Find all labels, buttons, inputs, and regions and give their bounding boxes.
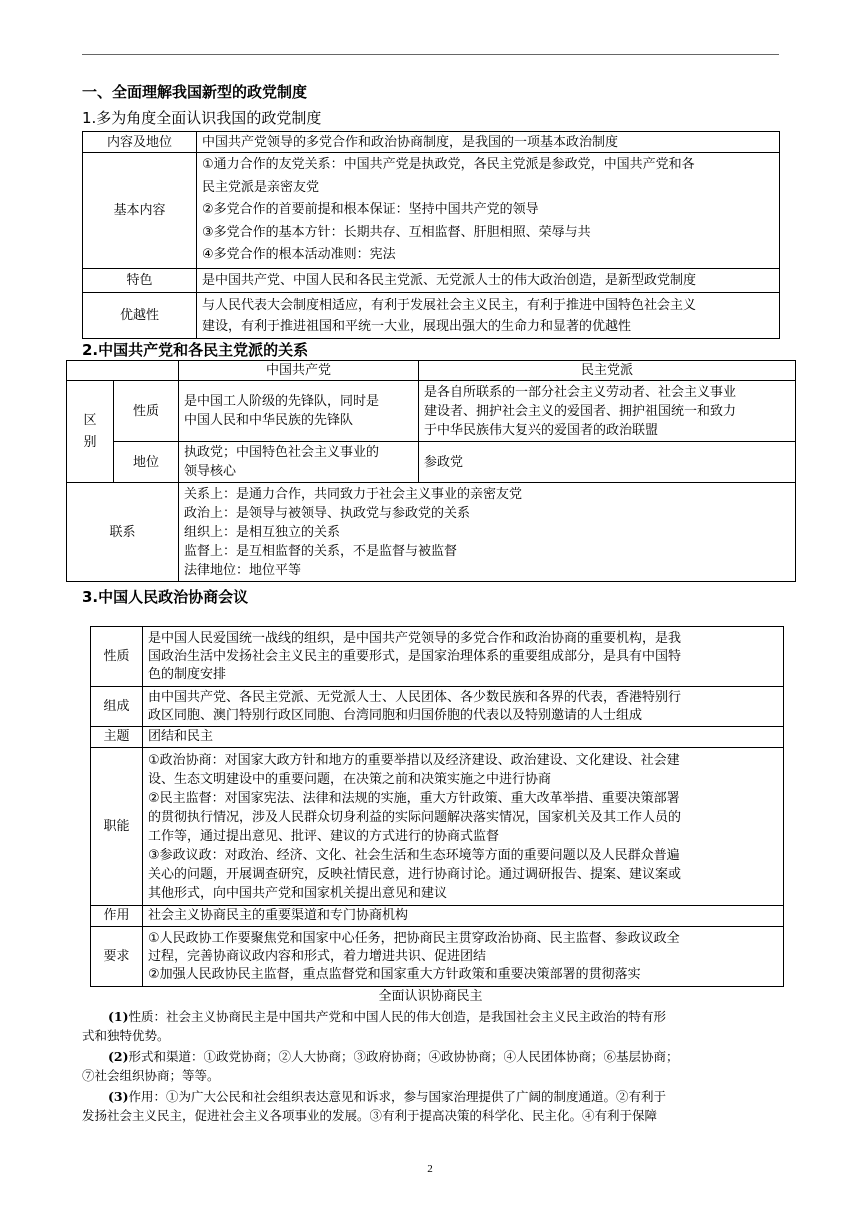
header-rule [82,54,779,55]
row-content: 是中国人民爱国统一战线的组织，是中国共产党领导的多党合作和政治协商的重要机构，是我 国政治生活中发扬社会主义民主的重要形式，是国家治理体系的重要组成部分，是具有中国特 色的制度安排 [143,627,784,687]
row-label: 基本内容 [83,153,197,269]
row-label: 性质 [91,627,143,687]
dem-status: 参政党 [419,442,796,483]
table-row [67,483,796,582]
table-row [83,269,780,293]
section1-title: 1.多为角度全面认识我国的政党制度 [82,109,322,127]
party-system-table [82,131,780,339]
row-content: ①通力合作的友党关系：中国共产党是执政党，各民主党派是参政党，中国共产党和各 民主党派是亲密友党 ②多党合作的首要前提和根本保证：坚持中国共产党的领导 ③多党合作的基本方针：长期共存、互相监督、肝胆相照、荣辱与共 ④多党合作的根本活动准则：宪法 [197,153,780,269]
row-content: 由中国共产党、各民主党派、无党派人士、人民团体、各少数民族和各界的代表，香港特别行 政区同胞、澳门特别行政区同胞、台湾同胞和归国侨胞的代表以及特别邀请的人士组成 [143,687,784,727]
ccp-status: 执政党；中国特色社会主义事业的 领导核心 [179,442,419,483]
table-row [67,442,796,483]
cppcc-table [90,626,784,987]
row-label: 作用 [91,906,143,927]
table-row [91,687,784,727]
row-label: 性质 [114,381,179,442]
row-label: 要求 [91,927,143,987]
row-label: 地位 [114,442,179,483]
table-row [91,927,784,987]
header-blank [67,361,179,381]
consultative-democracy-title: 全面认识协商民主 [378,989,483,1004]
dem-nature: 是各自所联系的一部分社会主义劳动者、社会主义事业 建设者、拥护社会主义的爱国者、拥护祖国统一和致力 于中华民族伟大复兴的爱国者的政治联盟 [419,381,796,442]
table-row [83,293,780,339]
table-row [91,748,784,906]
group-label: 区别 [67,381,114,483]
row-content: ①政治协商：对国家大政方针和地方的重要举措以及经济建设、政治建设、文化建设、社会建 设、生态文明建设中的重要问题，在决策之前和决策实施之中进行协商 ②民主监督：对国家宪法、法律和法规的实施，重大方针政策、重大改革举措、重要决策部署 的贯彻执行情况，涉及人民群众切身利益的实际问题解决落实情况，国家机关及其工作人员的 工作等，通过提出意见、批评、建议的方式进行的协商式监督 ③参政议政：对政治、经济、文化、社会生活和生态环境等方面的重要问题以及人民群众普遍 关心的问题，开展调查研究，反映社情民意，进行协商讨论。通过调研报告、提案、建议案或 其他形式，向中国共产党和国家机关提出意见和建议 [143,748,784,906]
section3-title: 3.中国人民政治协商会议 [82,588,249,606]
paragraph-role: (3)作用：①为广大公民和社会组织表达意见和诉求，参与国家治理提供了广阔的制度通道。②有利于 发扬社会主义民主，促进社会主义各项事业的发展。③有利于提高决策的科学化、民主化。④有利于保障 [82,1089,667,1123]
paragraph-nature: (1)性质：社会主义协商民主是中国共产党和中国人民的伟大创造，是我国社会主义民主政治的特有形 式和独特优势。 [82,1009,667,1043]
row-content: ①人民政协工作要聚焦党和国家中心任务，把协商民主贯穿政治协商、民主监督、参政议政全 过程，完善协商议政内容和形式，着力增进共识、促进团结 ②加强人民政协民主监督，重点监督党和国家重大方针政策和重要决策部署的贯彻落实 [143,927,784,987]
row-label: 特色 [83,269,197,293]
table-row [67,361,796,381]
table-row [91,627,784,687]
row-label: 职能 [91,748,143,906]
row-content: 与人民代表大会制度相适应，有利于发展社会主义民主，有利于推进中国特色社会主义 建设，有利于推进祖国和平统一大业，展现出强大的生命力和显著的优越性 [197,293,780,339]
table-row [83,132,780,153]
row-label: 内容及地位 [83,132,197,153]
ccp-nature: 是中国工人阶级的先锋队，同时是 中国人民和中华民族的先锋队 [179,381,419,442]
section2-title: 2.中国共产党和各民主党派的关系 [82,341,309,359]
row-label: 联系 [67,483,179,582]
row-content: 是中国共产党、中国人民和各民主党派、无党派人士的伟大政治创造，是新型政党制度 [197,269,780,293]
row-content: 社会主义协商民主的重要渠道和专门协商机构 [143,906,784,927]
col-header-dem: 民主党派 [419,361,796,381]
row-label: 组成 [91,687,143,727]
paragraph-forms: (2)形式和渠道：①政党协商；②人大协商；③政府协商；④政协协商；④人民团体协商；⑥基层协商； ⑦社会组织协商；等等。 [82,1049,679,1083]
table-row [67,381,796,442]
row-content: 团结和民主 [143,727,784,748]
col-header-ccp: 中国共产党 [179,361,419,381]
table-row [91,727,784,748]
main-heading: 一、全面理解我国新型的政党制度 [82,83,308,101]
row-content: 中国共产党领导的多党合作和政治协商制度，是我国的一项基本政治制度 [197,132,780,153]
link-content: 关系上：是通力合作，共同致力于社会主义事业的亲密友党 政治上：是领导与被领导、执政党与参政党的关系 组织上：是相互独立的关系 监督上：是互相监督的关系，不是监督与被监督 法律地位：地位平等 [179,483,796,582]
page-number: 2 [427,1163,433,1175]
table-row [91,906,784,927]
party-relations-table [66,360,796,582]
table-row [83,153,780,269]
row-label: 主题 [91,727,143,748]
row-label: 优越性 [83,293,197,339]
